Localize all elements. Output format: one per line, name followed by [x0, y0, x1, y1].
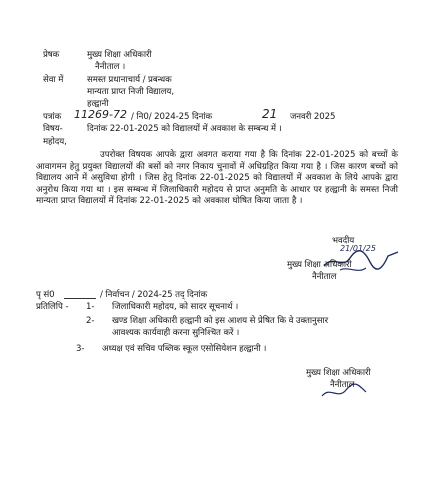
copy-item-text: अध्यक्ष एवं सचिव पब्लिक स्कूल एसोसियेशन हल्द्वानी ।	[102, 344, 267, 354]
body-paragraph: उपरोक्त विषयक आपके द्वारा अवगत कराया गया है कि दिनांक 22-01-2025 को बच्चों के आवागमन हेतु प्रयुक्त विद्यालयों की बसों को नगर निकाय चुनावों में अधिग्रहित किया गया है । जिस कारण बच्चों को विद्यालय आने में असुविधा होगी । जिस हेतु दिनांक 22-01-2025 को विद्यालयों में अवकाश के लिये आपके द्वारा अनुरोध किया गया था । इस सम्बन्ध में जिलाधिकारी महोदय से प्राप्त अनुमति के आधार पर हल्द्वानी के समस्त निजी मान्यता प्राप्त विद्यालयों में दिनांक 22-01-2025 को अवकाश घोषित किया जाता है ।	[36, 150, 398, 207]
from-label: प्रेषक	[43, 50, 60, 60]
from-name: मुख्य शिक्षा अधिकारी	[87, 50, 152, 60]
ref-prefix: पत्रांक	[43, 112, 62, 122]
ref-date-suffix: जनवरी 2025	[290, 112, 336, 122]
subject-label: विषय-	[43, 124, 63, 134]
copy-item-num: 3-	[76, 344, 85, 354]
from-place: नैनीताल ।	[95, 62, 126, 72]
signatory-title: मुख्य शिक्षा अधिकारी	[287, 260, 352, 270]
to-label: सेवा में	[43, 75, 64, 85]
to-line-2: मान्यता प्राप्त निजी विद्यालय,	[87, 87, 174, 97]
copy-item-text: जिलाधिकारी महोदय, को सादर सूचनार्थ ।	[112, 302, 239, 312]
signature-text: 21/01/25	[340, 244, 376, 253]
to-line-1: समस्त प्रधानाचार्य / प्रबन्धक	[87, 75, 172, 85]
copy-item-text: खण्ड शिक्षा अधिकारी हल्द्वानी को इस आशय से प्रेषित कि वे उक्तानुसार	[112, 316, 329, 326]
copy-label: प्रतिलिपि -	[36, 302, 69, 312]
signatory-title-2: मुख्य शिक्षा अधिकारी	[306, 368, 371, 378]
copy-item-num: 2-	[86, 316, 95, 326]
subject-text: दिनांक 22-01-2025 को विद्यालयों में अवकाश के सम्बन्ध में ।	[87, 124, 282, 134]
bhavadiya: भवदीय	[332, 236, 355, 246]
copy-item-text-cont: आवश्यक कार्यवाही करना सुनिश्चित करें ।	[112, 328, 240, 338]
copy-item-num: 1-	[86, 302, 95, 312]
salutation: महोदय,	[43, 137, 67, 147]
blank-line	[64, 298, 96, 299]
ref-date-handwritten: 21	[262, 107, 278, 121]
ref-number-handwritten: 11269-72	[74, 108, 127, 121]
ref-number-suffix: / नि0/ 2024-25 दिनांक	[131, 112, 213, 122]
to-line-3: हल्द्वानी	[87, 99, 109, 109]
signatory-place-2: नैनीताल	[330, 380, 355, 390]
endorse-ref-prefix: पृ सं0	[36, 290, 55, 300]
signatory-place: नैनीताल	[312, 272, 337, 282]
endorse-ref-middle: / निर्वाचन / 2024-25 तद् दिनांक	[100, 290, 208, 300]
